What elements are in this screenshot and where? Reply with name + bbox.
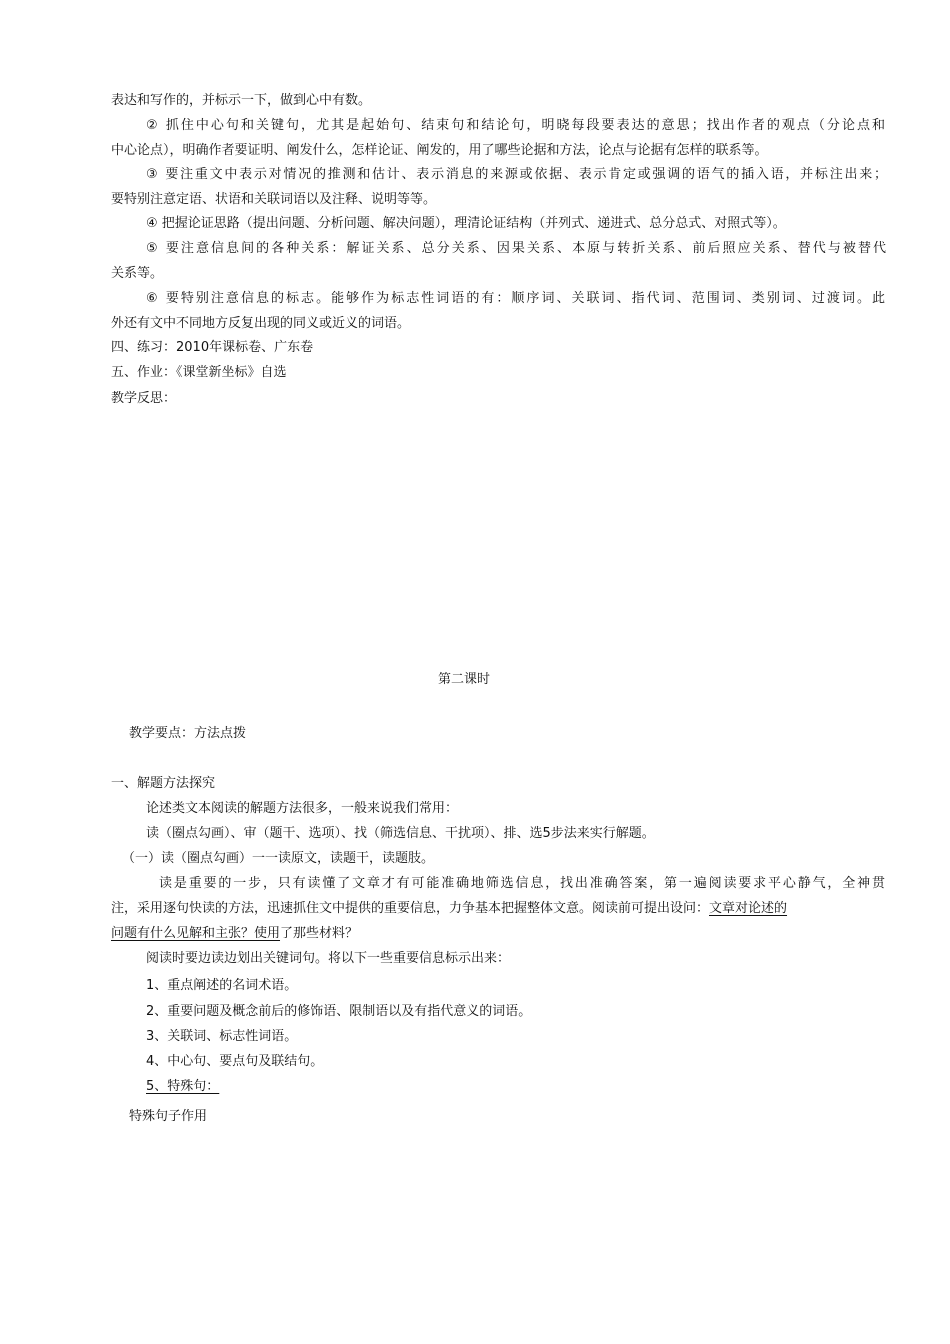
section-heading: 一、解题方法探究	[111, 776, 216, 791]
list-item: 2、重要问题及概念前后的修饰语、限制语以及有指代意义的词语。	[146, 1004, 532, 1019]
paragraph-text: 注，采用逐句快读的方法，迅速抓住文中提供的重要信息，力争基本把握整体文意。阅读前可提出设问：	[111, 901, 710, 916]
list-item: 3、关联词、标志性词语。	[146, 1029, 298, 1044]
list-item: 1、重点阐述的名词术语。	[146, 978, 298, 993]
paragraph-line	[111, 924, 358, 944]
practice-heading: 四、练习：2010年课标卷、广东卷	[111, 340, 314, 355]
underlined-question: 问题有什么见解和主张？使用	[111, 926, 281, 941]
list-item-6-continued: 外还有文中不同地方反复出现的同义或近义的词语。	[111, 316, 411, 331]
subsection-heading: （一）读（圈点勾画）一一读原文，读题干，读题肢。	[122, 851, 435, 866]
homework-heading: 五、作业：《课堂新坐标》自选	[111, 365, 287, 380]
list-item-3-continued: 要特别注意定语、状语和关联词语以及注释、说明等等。	[111, 192, 437, 207]
list-item-2: ② 抓住中心句和关键句，尤其是起始句、结束句和结论句，明晓每段要表达的意思；找出作者的观点（分论点和	[146, 118, 885, 133]
list-item-2-continued: 中心论点），明确作者要证明、阐发什么，怎样论证、阐发的，用了哪些论据和方法，论点与论据有怎样的联系等。	[111, 143, 768, 158]
steps-line: 读（圈点勾画）、审（题干、选项）、找（筛选信息、干扰项）、排、选5步法来实行解题。	[146, 826, 655, 841]
paragraph-line	[111, 899, 787, 919]
list-item: 5、特殊句：	[146, 1079, 220, 1094]
list-item: 4、中心句、要点句及联结句。	[146, 1054, 324, 1069]
list-item-5-continued: 关系等。	[111, 266, 164, 281]
underlined-question: 文章对论述的	[709, 901, 788, 916]
text-line: 表达和写作的，并标示一下，做到心中有数。	[111, 93, 372, 108]
lesson-title: 第二课时	[438, 672, 491, 687]
list-item-6: ⑥ 要特别注意信息的标志。能够作为标志性词语的有：顺序词、关联词、指代词、范围词、类别词、过渡词。此	[146, 291, 885, 306]
reflection-heading: 教学反思：	[111, 391, 177, 406]
paragraph-text: 了那些材料？	[280, 926, 359, 941]
special-sentence-heading: 特殊句子作用	[129, 1109, 208, 1124]
marking-intro: 阅读时要边读边划出关键词句。将以下一些重要信息标示出来：	[146, 951, 511, 966]
intro-line: 论述类文本阅读的解题方法很多，一般来说我们常用：	[146, 801, 459, 816]
list-item-3: ③ 要注重文中表示对情况的推测和估计、表示消息的来源或依据、表示肯定或强调的语气的插入语，并标注出来；	[146, 167, 887, 182]
list-item-5: ⑤ 要注意信息间的各种关系：解证关系、总分关系、因果关系、本原与转折关系、前后照应关系、替代与被替代	[146, 241, 886, 256]
list-item-4: ④ 把握论证思路（提出问题、分析问题、解决问题），理清论证结构（并列式、递进式、总分总式、对照式等）。	[146, 216, 786, 231]
paragraph-line: 读是重要的一步，只有读懂了文章才有可能准确地筛选信息，找出准确答案，第一遍阅读要求平心静气，全神贯	[159, 876, 885, 891]
teaching-focus: 教学要点：方法点拨	[129, 726, 247, 741]
